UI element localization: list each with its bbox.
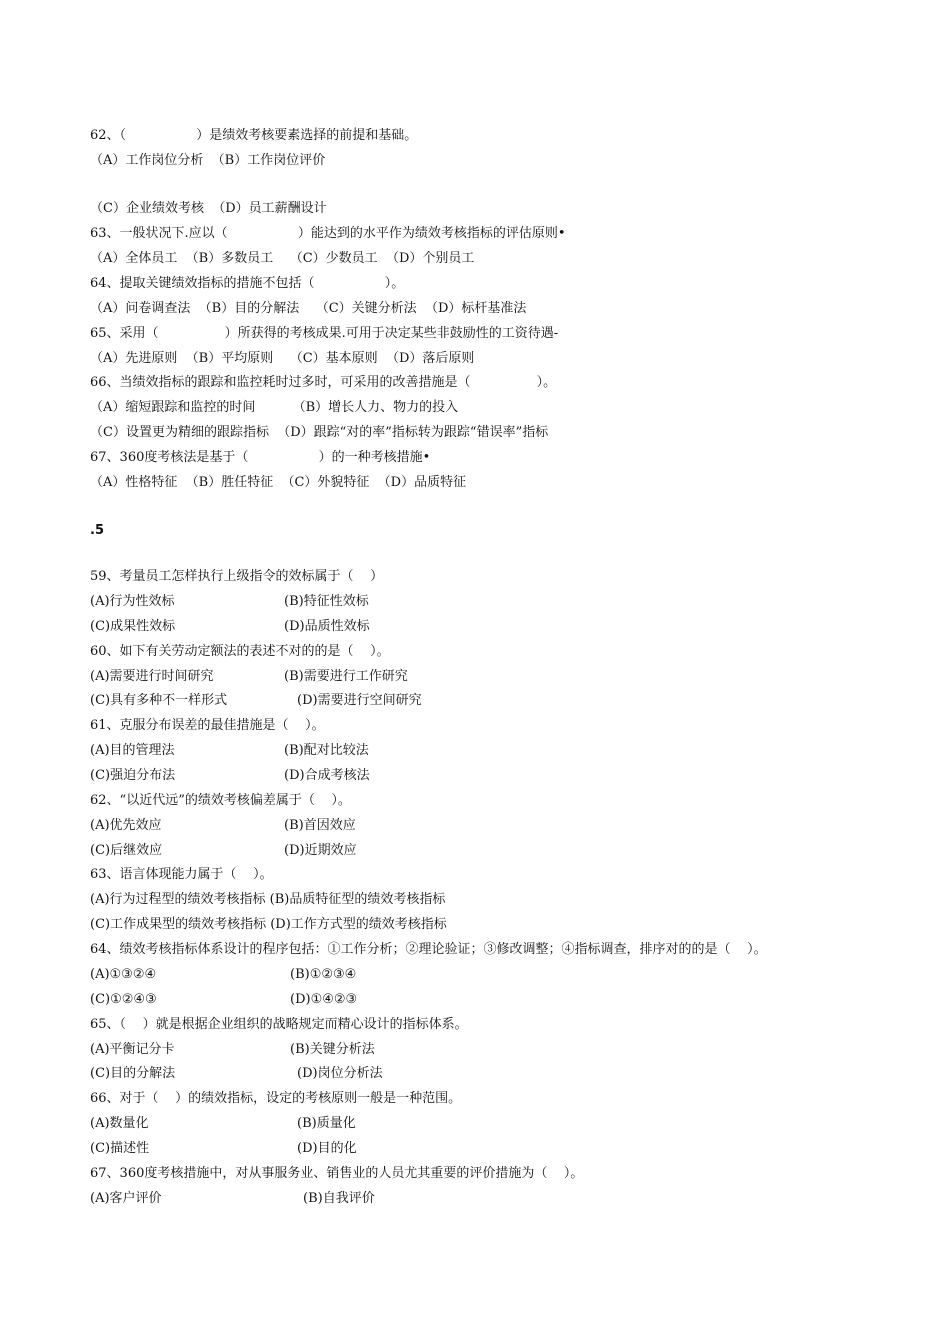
question-65b-option-b: (B)关键分析法: [290, 1042, 375, 1057]
question-62b-option-c: (C)后继效应: [90, 843, 163, 858]
question-66-options-cd: （C）设置更为精细的跟踪指标 （D）跟踪“对的率”指标转为跟踪“错误率”指标: [90, 425, 549, 440]
question-63b-options-ab: (A)行为过程型的绩效考核指标 (B)品质特征型的绩效考核指标: [90, 892, 446, 907]
question-65b-text: 65、（ ）就是根据企业组织的战略规定而精心设计的指标体系。: [90, 1017, 468, 1032]
question-65-options: （A）先进原则 （B）平均原则 （C）基本原则 （D）落后原则: [90, 351, 475, 366]
section-number: .5: [90, 523, 104, 538]
question-62-options-cd: （C）企业绩效考核 （D）员工薪酬设计: [90, 201, 327, 216]
question-59-option-c: (C)成果性效标: [90, 619, 176, 634]
question-59-text: 59、考量员工怎样执行上级指令的效标属于（ ）: [90, 569, 384, 584]
question-66b-option-c: (C)描述性: [90, 1141, 150, 1156]
question-63-text: 63、一般状况下.应以（ ）能达到的水平作为绩效考核指标的评估原则•: [90, 226, 566, 241]
question-66-text: 66、当绩效指标的跟踪和监控耗时过多时，可采用的改善措施是（ ）。: [90, 375, 557, 390]
question-61-option-c: (C)强迫分布法: [90, 768, 176, 783]
question-65b-option-a: (A)平衡记分卡: [90, 1042, 175, 1057]
question-62b-option-b: (B)首因效应: [284, 818, 356, 833]
question-66b-option-b: (B)质量化: [297, 1116, 356, 1131]
question-62-text: 62、（ ）是绩效考核要素选择的前提和基础。: [90, 128, 418, 143]
question-59-option-d: (D)品质性效标: [284, 619, 370, 634]
question-64b-option-b: (B)①②③④: [290, 967, 357, 982]
question-65b-option-c: (C)目的分解法: [90, 1066, 176, 1081]
question-65-text: 65、采用（ ）所获得的考核成果.可用于决定某些非鼓励性的工资待遇-: [90, 326, 559, 341]
question-64b-option-a: (A)①③②④: [90, 967, 157, 982]
question-66b-text: 66、对于（ ）的绩效指标，设定的考核原则一般是一种范围。: [90, 1091, 462, 1106]
question-63b-text: 63、语言体现能力属于（ ）。: [90, 867, 273, 882]
question-66b-option-d: (D)目的化: [297, 1141, 357, 1156]
question-66-options-ab: （A）缩短跟踪和监控的时间 （B）增长人力、物力的投入: [90, 400, 459, 415]
question-67b-option-a: (A)客户评价: [90, 1191, 162, 1206]
question-60-option-c: (C)具有多种不一样形式: [90, 693, 228, 708]
question-61-option-b: (B)配对比较法: [284, 743, 369, 758]
question-60-option-d: (D)需要进行空间研究: [297, 693, 422, 708]
question-63-options: （A）全体员工 （B）多数员工 （C）少数员工 （D）个别员工: [90, 251, 475, 266]
question-61-text: 61、克服分布误差的最佳措施是（ ）。: [90, 718, 325, 733]
question-62-options-ab: （A）工作岗位分析 （B）工作岗位评价: [90, 153, 326, 168]
question-59-option-a: (A)行为性效标: [90, 594, 175, 609]
question-62b-option-a: (A)优先效应: [90, 818, 162, 833]
question-60-text: 60、如下有关劳动定额法的表述不对的的是（ ）。: [90, 644, 390, 659]
question-62b-option-d: (D)近期效应: [284, 843, 357, 858]
question-65b-option-d: (D)岗位分析法: [297, 1066, 383, 1081]
question-62b-text: 62、“以近代远”的绩效考核偏差属于（ ）。: [90, 793, 351, 808]
question-61-option-a: (A)目的管理法: [90, 743, 175, 758]
question-61-option-d: (D)合成考核法: [284, 768, 370, 783]
question-67-text: 67、360度考核法是基于（ ）的一种考核措施•: [90, 450, 431, 465]
question-60-option-b: (B)需要进行工作研究: [284, 669, 408, 684]
question-59-option-b: (B)特征性效标: [284, 594, 369, 609]
question-67b-text: 67、360度考核措施中，对从事服务业、销售业的人员尤其重要的评价措施为（ ）。: [90, 1166, 584, 1181]
question-64b-option-c: (C)①②④③: [90, 992, 157, 1007]
question-63b-options-cd: (C)工作成果型的绩效考核指标 (D)工作方式型的绩效考核指标: [90, 917, 447, 932]
question-67b-option-b: (B)自我评价: [303, 1191, 375, 1206]
question-64-text: 64、提取关键绩效指标的措施不包括（ ）。: [90, 276, 405, 291]
question-64b-option-d: (D)①④②③: [290, 992, 358, 1007]
question-64b-text: 64、绩效考核指标体系设计的程序包括：①工作分析；②理论验证；③修改调整；④指标调查，排序对的的是（ ）。: [90, 942, 767, 957]
question-64-options: （A）问卷调查法 （B）目的分解法 （C）关键分析法 （D）标杆基准法: [90, 301, 527, 316]
question-67-options: （A）性格特征 （B）胜任特征 （C）外貌特征 （D）品质特征: [90, 475, 467, 490]
question-60-option-a: (A)需要进行时间研究: [90, 669, 214, 684]
question-66b-option-a: (A)数量化: [90, 1116, 149, 1131]
